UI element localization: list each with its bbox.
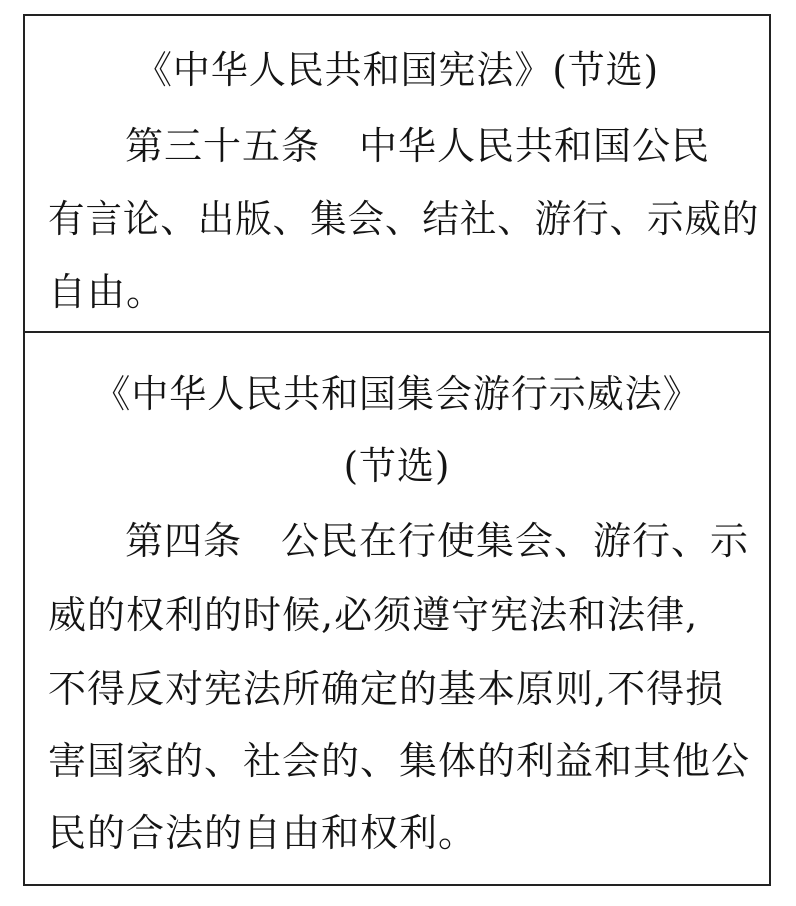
assembly-law-title: 《中华人民共和国集会游行示威法》 bbox=[93, 372, 701, 416]
article-35-line-2: 有言论、出版、集会、结社、游行、示威的 bbox=[48, 197, 760, 241]
section-divider bbox=[25, 331, 769, 333]
document-frame bbox=[23, 14, 771, 886]
article-35-line-1: 第三十五条 中华人民共和国公民 bbox=[125, 124, 711, 168]
article-4-line-2: 威的权利的时候,必须遵守宪法和法律, bbox=[48, 593, 699, 637]
article-4-line-5: 民的合法的自由和权利。 bbox=[48, 811, 478, 855]
article-4-line-1: 第四条 公民在行使集会、游行、示 bbox=[125, 519, 750, 563]
constitution-title: 《中华人民共和国宪法》(节选) bbox=[134, 48, 660, 92]
article-4-line-4: 害国家的、社会的、集体的利益和其他公 bbox=[48, 739, 751, 783]
assembly-law-title-suffix: (节选) bbox=[343, 444, 451, 488]
article-4-line-3: 不得反对宪法所确定的基本原则,不得损 bbox=[48, 667, 725, 711]
article-35-line-3: 自由。 bbox=[48, 270, 166, 314]
